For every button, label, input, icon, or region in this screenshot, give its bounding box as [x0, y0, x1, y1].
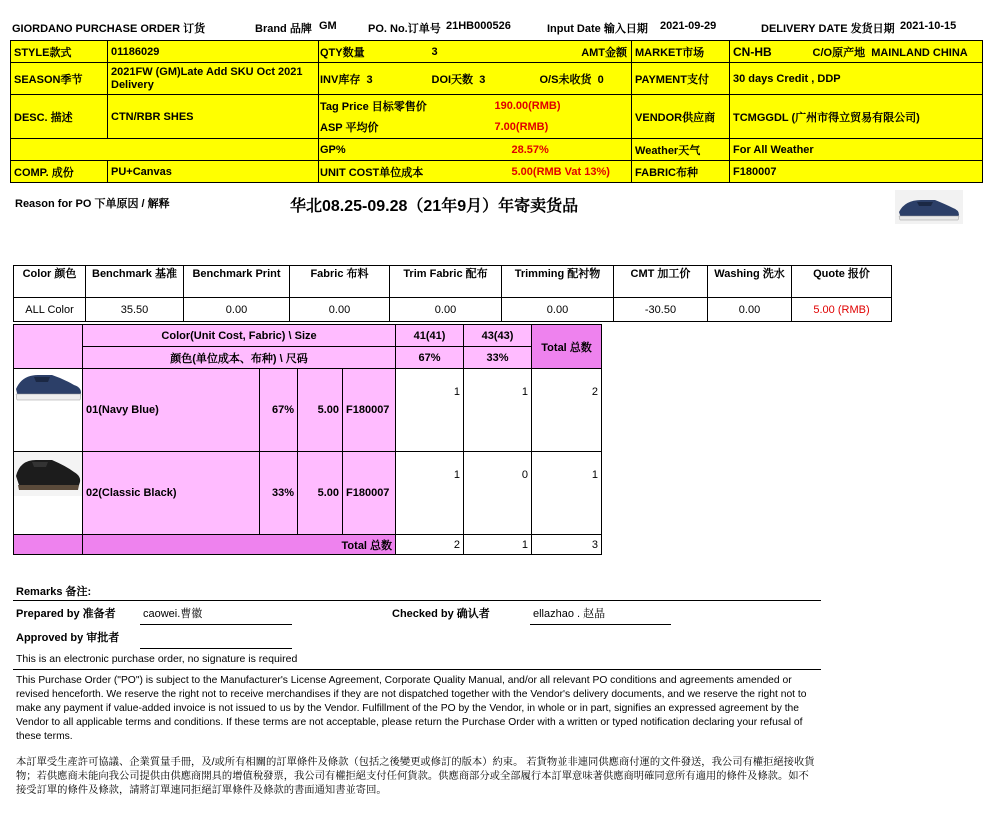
table-row — [14, 452, 602, 535]
cost-value-color: ALL Color — [14, 298, 86, 322]
brand-label: Brand 品牌 — [255, 23, 312, 35]
market-label: MARKET市场 — [632, 41, 730, 63]
size-41-label: 41(41) — [396, 325, 464, 347]
inv-cell — [319, 63, 432, 95]
tag-price-value: 190.00(RMB) — [492, 95, 632, 117]
co-value: MAINLAND CHINA — [871, 46, 968, 59]
cost-header-fabric: Fabric 布料 — [290, 266, 390, 298]
asp-value: 7.00(RMB) — [492, 117, 632, 139]
reason-label: Reason for PO 下单原因 / 解释 — [15, 198, 170, 210]
size-header-zh: 颜色(单位成本、布种) \ 尺码 — [83, 347, 396, 369]
cost-breakdown-table — [13, 265, 892, 322]
season-label: SEASON季节 — [11, 63, 108, 95]
row1-pct: 67% — [260, 369, 298, 452]
os-cell — [537, 63, 632, 95]
cost-value-trimming: 0.00 — [502, 298, 614, 322]
po-info-grid — [10, 40, 983, 183]
size-header-en: Color(Unit Cost, Fabric) \ Size — [83, 325, 396, 347]
divider — [13, 669, 821, 670]
desc-label: DESC. 描述 — [11, 95, 108, 139]
terms-english: This Purchase Order ("PO") is subject to the Manufacturer's License Agreement, Corporate Quality Manual, and/or all relevant PO conditions and agreements amended or revised henceforth. We reserve the right not to receive merchandises if they are not dispatched together with the Vendor's delivery documents, and we reserve the right not to make any payment if value-added invoice is not issued to us by the Vendor. Fulfillment of the PO by the Vendor, in whole or in part, signifies an expressed agreement by the Vendor to all applicable terms and conditions. If these terms are not acceptable, please return the Purchase Order with a written or typed notification declaring your refusal of these terms. — [16, 675, 807, 742]
electronic-note: This is an electronic purchase order, no signature is required — [16, 653, 298, 665]
divider — [13, 600, 821, 601]
checked-label: Checked by 确认者 — [392, 608, 490, 620]
cost-header-cmt: CMT 加工价 — [614, 266, 708, 298]
row2-q41: 1 — [396, 452, 464, 535]
product-thumbnail — [895, 190, 963, 224]
cost-value-row — [14, 298, 892, 322]
weather-value: For All Weather — [730, 139, 983, 161]
size-total-header: Total 总数 — [532, 325, 602, 369]
black-shoe-icon — [14, 452, 82, 496]
prepared-signature-line — [140, 624, 292, 625]
weather-label: Weather天气 — [632, 139, 730, 161]
doi-cell — [432, 63, 537, 95]
fabric-value: F180007 — [730, 161, 983, 183]
input-date-value: 2021-09-29 — [660, 20, 717, 32]
footer-total: 3 — [532, 535, 602, 555]
cost-header-benchmark: Benchmark 基准 — [86, 266, 184, 298]
qty-value: 3 — [432, 41, 492, 63]
gp-label: GP% — [319, 139, 492, 161]
table-row — [14, 369, 602, 452]
os-label: O/S未收货 — [539, 73, 592, 86]
terms-chinese: 本訂單受生產許可協議、企業質量手冊，及/或所有相關的訂單條件及條款（包括之後變更或修訂的版本）約束。 若貨物並非連同供應商付運的文件發送，我公司有權拒絕接收貨物；若供應商未能向我公司提供由供應商開具的增值稅發票，我公司有權拒絕支付任何貨款。供應商部分或全部履行本訂單意味著供應商明確同意所有適用的條件及條款。如不接受訂單的條件及條款，請將訂單連同拒絕訂單條件及條款的書面通知書並寄回。 — [16, 757, 815, 796]
size-43-label: 43(43) — [464, 325, 532, 347]
doi-value: 3 — [479, 73, 486, 86]
cost-value-cmt: -30.50 — [614, 298, 708, 322]
style-value: 01186029 — [108, 41, 319, 63]
row2-color: 02(Classic Black) — [83, 452, 260, 535]
footer-q43: 1 — [464, 535, 532, 555]
cost-header-row — [14, 266, 892, 298]
os-value: 0 — [597, 73, 604, 86]
amt-label: AMT金额 — [492, 41, 632, 63]
size-breakdown-table — [13, 324, 602, 555]
asp-label: ASP 平均价 — [319, 117, 492, 139]
delivery-date-value: 2021-10-15 — [900, 20, 957, 32]
comp-label: COMP. 成份 — [11, 161, 108, 183]
size-43-pct: 33% — [464, 347, 532, 369]
qty-label: QTY数量 — [319, 41, 432, 63]
doi-label: DOI天数 — [431, 73, 474, 86]
cost-header-color: Color 颜色 — [14, 266, 86, 298]
prepared-value: caowei.曹徽 — [143, 608, 203, 620]
row1-total: 2 — [532, 369, 602, 452]
po-number-value: 21HB000526 — [446, 20, 511, 32]
inv-value: 3 — [366, 73, 373, 86]
input-date-label: Input Date 输入日期 — [547, 23, 648, 35]
desc-value: CTN/RBR SHES — [108, 95, 319, 139]
row1-q41: 1 — [396, 369, 464, 452]
row2-total: 1 — [532, 452, 602, 535]
fabric-label: FABRIC布种 — [632, 161, 730, 183]
po-number-label: PO. No.订单号 — [368, 23, 441, 35]
row2-q43: 0 — [464, 452, 532, 535]
cost-header-benchmark-print: Benchmark Print — [184, 266, 290, 298]
market-value: CN-HB — [730, 41, 810, 63]
approved-signature-line — [140, 648, 292, 649]
cost-header-trimming: Trimming 配衬物 — [502, 266, 614, 298]
row1-fabric: F180007 — [343, 369, 396, 452]
cost-value-benchmark: 35.50 — [86, 298, 184, 322]
tag-price-label: Tag Price 目标零售价 — [319, 95, 492, 117]
comp-value: PU+Canvas — [108, 161, 319, 183]
navy-shoe-thumb — [14, 369, 83, 452]
po-title: GIORDANO PURCHASE ORDER 订货 — [12, 23, 206, 35]
size-total-row — [14, 535, 602, 555]
footer-total-label: Total 总数 — [83, 535, 396, 555]
size-41-pct: 67% — [396, 347, 464, 369]
inv-label: INV库存 — [320, 73, 361, 86]
co-label: C/O原产地 — [812, 46, 866, 59]
cost-header-quote: Quote 报价 — [792, 266, 892, 298]
vendor-value: TCMGGDL (广州市得立贸易有限公司) — [730, 95, 983, 139]
row1-cost: 5.00 — [298, 369, 343, 452]
unit-cost-value: 5.00(RMB Vat 13%) — [492, 161, 632, 183]
reason-value: 华北08.25-09.28（21年9月）年寄卖货品 — [290, 198, 579, 215]
gp-value: 28.57% — [492, 139, 632, 161]
season-value: 2021FW (GM)Late Add SKU Oct 2021 Delivery — [108, 63, 319, 95]
cost-value-fabric: 0.00 — [290, 298, 390, 322]
approved-label: Approved by 审批者 — [16, 632, 120, 644]
row1-color: 01(Navy Blue) — [83, 369, 260, 452]
brand-value: GM — [319, 20, 337, 32]
cost-value-trim-fabric: 0.00 — [390, 298, 502, 322]
unit-cost-label: UNIT COST单位成本 — [319, 161, 492, 183]
black-shoe-thumb — [14, 452, 83, 535]
navy-shoe-icon — [14, 369, 82, 403]
row1-q43: 1 — [464, 369, 532, 452]
row2-pct: 33% — [260, 452, 298, 535]
checked-value: ellazhao . 赵晶 — [533, 608, 606, 620]
style-label: STYLE款式 — [11, 41, 108, 63]
remarks-label: Remarks 备注: — [16, 586, 92, 598]
co-cell — [810, 41, 983, 63]
payment-label: PAYMENT支付 — [632, 63, 730, 95]
payment-value: 30 days Credit , DDP — [730, 63, 983, 95]
cost-value-quote: 5.00 (RMB) — [792, 298, 892, 322]
row2-fabric: F180007 — [343, 452, 396, 535]
vendor-label: VENDOR供应商 — [632, 95, 730, 139]
navy-shoe-icon — [895, 190, 963, 224]
cost-header-trim-fabric: Trim Fabric 配布 — [390, 266, 502, 298]
delivery-date-label: DELIVERY DATE 发货日期 — [761, 23, 895, 35]
prepared-label: Prepared by 准备者 — [16, 608, 116, 620]
row2-cost: 5.00 — [298, 452, 343, 535]
checked-signature-line — [530, 624, 671, 625]
cost-value-benchmark-print: 0.00 — [184, 298, 290, 322]
cost-header-washing: Washing 洗水 — [708, 266, 792, 298]
footer-q41: 2 — [396, 535, 464, 555]
cost-value-washing: 0.00 — [708, 298, 792, 322]
